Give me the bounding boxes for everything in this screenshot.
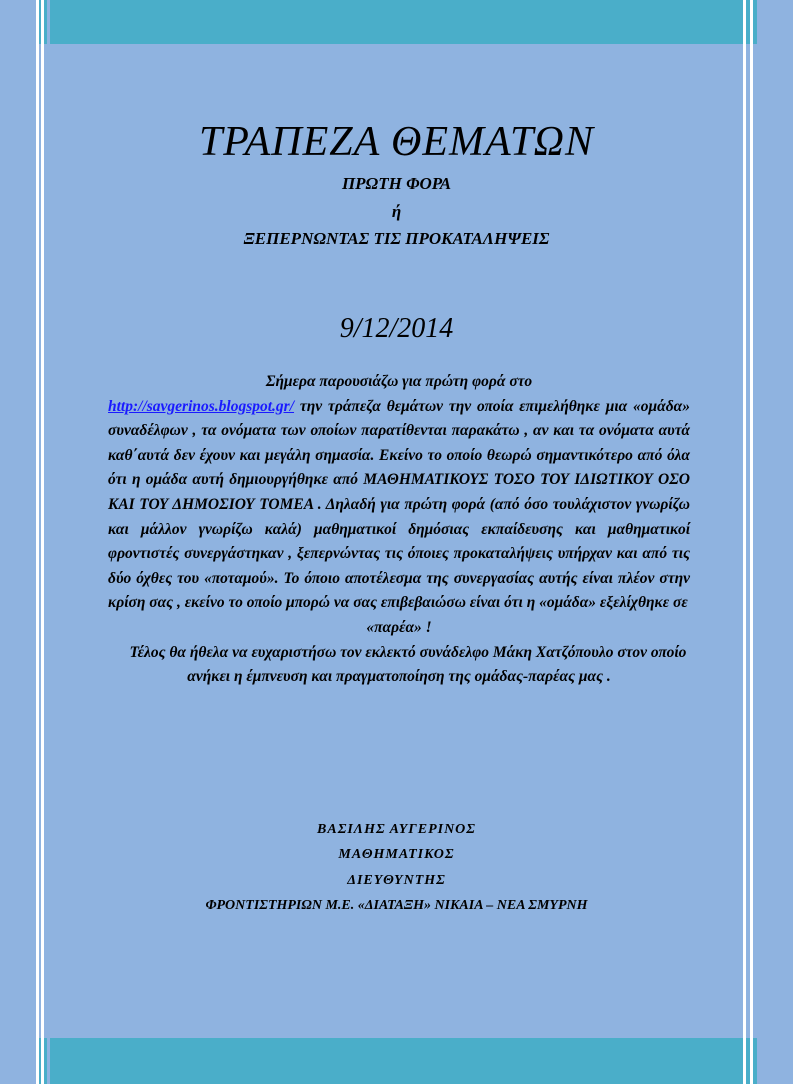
blog-link[interactable]: http://savgerinos.blogspot.gr/ bbox=[108, 397, 295, 415]
signature-name: ΒΑΣΙΛΗΣ ΑΥΓΕΡΙΝΟΣ bbox=[317, 822, 476, 837]
document-body bbox=[108, 370, 690, 690]
subtitle-line-1: ΠΡΩΤΗ ΦΟΡΑ bbox=[341, 174, 452, 193]
right-border-rule bbox=[743, 0, 746, 1084]
paragraph-2: Τέλος θα ήθελα να ευχαριστήσω τον εκλεκτό συνάδελφο Μάκη Χατζόπουλο στον οποίο ανήκει η έμπνευση και πραγματοποίηση της ομάδας-παρέας μας . bbox=[129, 643, 687, 686]
subtitle-line-2: ή bbox=[391, 202, 402, 221]
page-bottom-band bbox=[50, 1038, 743, 1084]
signature-position: ΔΙΕΥΘΥΝΤΗΣ bbox=[347, 873, 446, 888]
page-top-band bbox=[50, 0, 743, 44]
right-border-rule-2 bbox=[750, 0, 753, 1084]
paragraph-1-text: την τράπεζα θεμάτων την οποία επιμελήθηκε μια «ομάδα» συναδέλφων , τα ονόματα των οποίων παρατίθενται παρακάτω , αν και τα ονόματα αυτά καθ΄αυτά δεν έχουν και μεγάλη σημασία. Εκείνο το οποίο θεωρώ σημαντικότερο από όλα ότι η ομάδα αυτή δημιουργήθηκε από ΜΑΘΗΜΑΤΙΚΟΥΣ ΤΟΣΟ ΤΟΥ ΙΔΙΩΤΙΚΟΥ ΟΣΟ ΚΑΙ ΤΟΥ ΔΗΜΟΣΙΟΥ ΤΟΜΕΑ . Δηλαδή για πρώτη φορά (από όσο τουλάχιστον γνωρίζω και μάλλον γνωρίζω καλά) μαθηματικοί δημόσιας εκπαίδευσης και μαθηματικοί φροντιστές συνεργάστηκαν , ξεπερνώντας τις όποιες προκαταλήψεις υπήρχαν και από τις δύο όχθες του «ποταμού». Το όποιο αποτέλεσμα της συνεργασίας αυτής είναι πλέον στην κρίση σας , εκείνο το οποίο μπορώ να σας επιβεβαιώσω είναι ότι η «ομάδα» εξελίχθηκε σε bbox=[108, 397, 690, 612]
left-page-edge bbox=[0, 0, 36, 1084]
document-title: ΤΡΑΠΕΖΑ ΘΕΜΑΤΩΝ bbox=[198, 119, 595, 165]
document-date: 9/12/2014 bbox=[339, 313, 454, 344]
right-page-edge bbox=[757, 0, 793, 1084]
intro-line: Σήμερα παρουσιάζω για πρώτη φορά στο bbox=[265, 373, 533, 390]
paragraph-1 bbox=[108, 395, 690, 616]
paragraph-1-end: «παρέα» ! bbox=[366, 618, 432, 636]
signature-role: ΜΑΘΗΜΑΤΙΚΟΣ bbox=[338, 847, 455, 862]
signature-organization: ΦΡΟΝΤΙΣΤΗΡΙΩΝ Μ.Ε. «ΔΙΑΤΑΞΗ» ΝΙΚΑΙΑ – ΝΕΑ ΣΜΥΡΝΗ bbox=[205, 898, 588, 913]
left-border-rule-2 bbox=[41, 0, 44, 1084]
left-border-rule bbox=[36, 0, 39, 1084]
subtitle-line-3: ΞΕΠΕΡΝΩΝΤΑΣ ΤΙΣ ΠΡΟΚΑΤΑΛΗΨΕΙΣ bbox=[243, 229, 550, 248]
